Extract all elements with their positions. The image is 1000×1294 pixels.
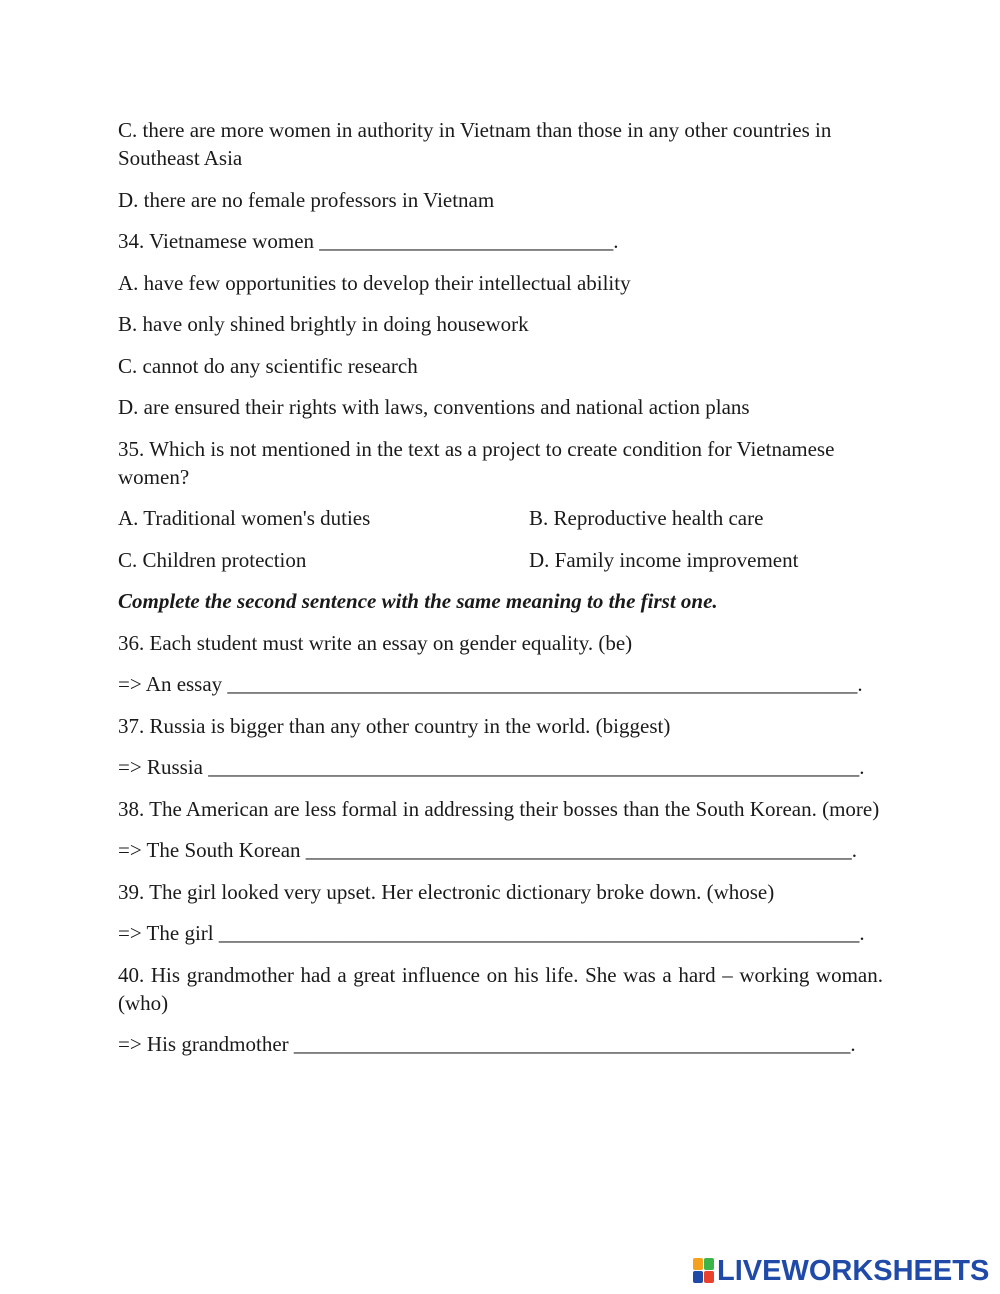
q38-prompt: 38. The American are less formal in addressing their bosses than the South Korean. (more) (118, 796, 880, 821)
q38-answer-line[interactable]: => The South Korean ____________________________________________________. (118, 838, 858, 862)
q34-stem: 34. Vietnamese women ____________________________. (118, 229, 619, 253)
q34-option-b: B. have only shined brightly in doing housework (118, 312, 529, 336)
q39-answer-line[interactable]: => The girl _____________________________________________________________. (118, 921, 865, 945)
q40-prompt: 40. His grandmother had a great influence on his life. She was a hard – working woman. (who) (118, 962, 883, 1015)
q39-prompt: 39. The girl looked very upset. Her electronic dictionary broke down. (whose) (118, 879, 775, 904)
q37-prompt: 37. Russia is bigger than any other country in the world. (biggest) (118, 713, 671, 738)
q35-option-c: C. Children protection (118, 547, 307, 572)
q34-option-c: C. cannot do any scientific research (118, 353, 418, 378)
q36-answer-line[interactable]: => An essay ____________________________________________________________. (118, 672, 863, 696)
q35-option-d: D. Family income improvement (529, 547, 799, 572)
liveworksheets-brand-text: LIVEWORKSHEETS (717, 1255, 990, 1287)
q33-option-c: C. there are more women in authority in Vietnam than those in any other countries in Southeast Asia (118, 118, 832, 170)
q40-answer-line[interactable]: => His grandmother _____________________________________________________. (118, 1032, 856, 1056)
q35-stem: 35. Which is not mentioned in the text as a project to create condition for Vietnamese women? (118, 436, 835, 489)
q35-options-row-1 (118, 504, 883, 532)
section-instruction: Complete the second sentence with the same meaning to the first one. (118, 589, 718, 613)
worksheet-body (118, 116, 883, 1072)
q35-option-a: A. Traditional women's duties (118, 506, 371, 530)
q36-prompt: 36. Each student must write an essay on gender equality. (be) (118, 630, 633, 655)
q35-options-row-2 (118, 546, 883, 574)
q34-option-d: D. are ensured their rights with laws, conventions and national action plans (118, 395, 750, 419)
liveworksheets-logo (693, 1256, 989, 1286)
q35-option-b: B. Reproductive health care (529, 506, 764, 530)
q37-answer-line[interactable]: => Russia ______________________________________________________________. (118, 755, 865, 779)
q33-option-d: D. there are no female professors in Vietnam (118, 187, 495, 212)
q34-option-a: A. have few opportunities to develop their intellectual ability (118, 270, 631, 295)
liveworksheets-logo-icon (693, 1258, 715, 1284)
